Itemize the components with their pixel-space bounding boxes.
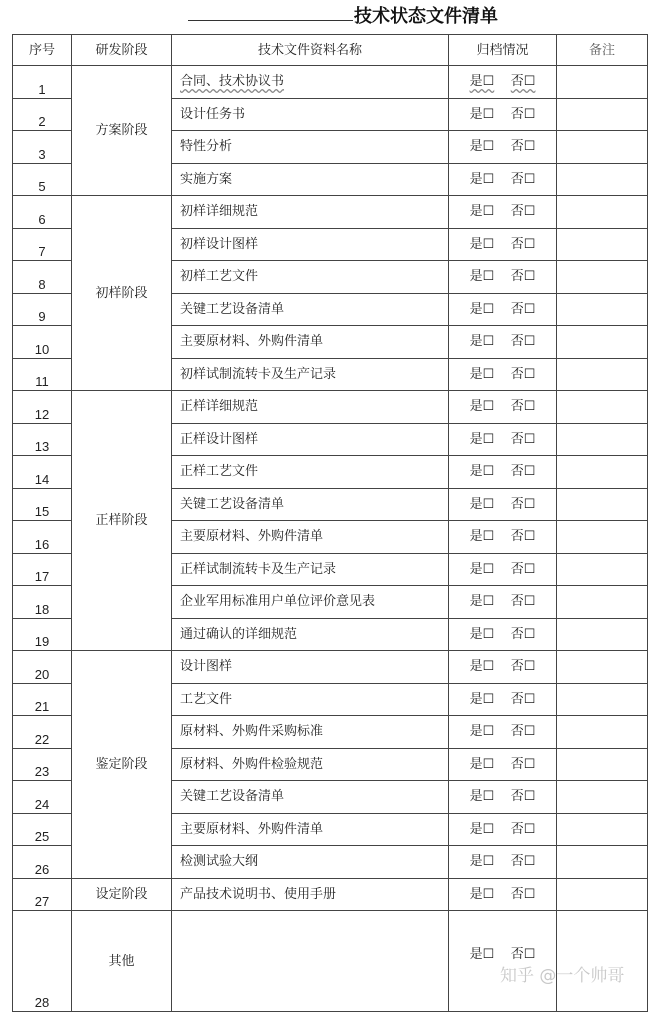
document-name-text: 正样工艺文件 bbox=[180, 464, 259, 480]
document-name bbox=[172, 163, 449, 196]
remarks-cell[interactable] bbox=[557, 358, 648, 391]
document-name-text: 正样设计图样 bbox=[180, 431, 259, 447]
document-name bbox=[172, 261, 449, 294]
archive-status bbox=[449, 781, 557, 814]
document-name-text: 工艺文件 bbox=[180, 691, 233, 707]
remarks-cell[interactable] bbox=[557, 456, 648, 489]
remarks-cell[interactable] bbox=[557, 98, 648, 131]
no-checkbox[interactable]: 否☐ bbox=[510, 106, 536, 122]
row-number: 26 bbox=[13, 846, 72, 879]
yes-checkbox[interactable]: 是☐ bbox=[469, 106, 495, 122]
document-name bbox=[172, 131, 449, 164]
row-number: 10 bbox=[13, 326, 72, 359]
yes-checkbox[interactable]: 是☐ bbox=[469, 301, 495, 317]
header-stage: 研发阶段 bbox=[72, 35, 172, 66]
document-name bbox=[172, 423, 449, 456]
document-name-text: 初样试制流转卡及生产记录 bbox=[180, 366, 337, 382]
remarks-cell[interactable] bbox=[557, 66, 648, 99]
remarks-cell[interactable] bbox=[557, 553, 648, 586]
stage-cell: 设定阶段 bbox=[72, 878, 172, 911]
yes-checkbox[interactable]: 是☐ bbox=[469, 947, 495, 962]
archive-status bbox=[449, 66, 557, 99]
document-name bbox=[172, 618, 449, 651]
table-row bbox=[13, 66, 648, 99]
row-number: 14 bbox=[13, 456, 72, 489]
stage-cell: 正样阶段 bbox=[72, 391, 172, 651]
document-name bbox=[172, 813, 449, 846]
no-checkbox[interactable]: 否☐ bbox=[510, 626, 536, 642]
row-number: 28 bbox=[13, 911, 72, 1012]
table-row bbox=[13, 911, 648, 1012]
row-number: 18 bbox=[13, 586, 72, 619]
row-number: 22 bbox=[13, 716, 72, 749]
title-text: 技术状态文件清单 bbox=[354, 6, 498, 27]
no-checkbox[interactable]: 否☐ bbox=[510, 464, 536, 480]
document-name-text: 原材料、外购件检验规范 bbox=[180, 756, 324, 772]
row-number: 25 bbox=[13, 813, 72, 846]
row-number: 9 bbox=[13, 293, 72, 326]
remarks-cell[interactable] bbox=[557, 618, 648, 651]
stage-cell: 方案阶段 bbox=[72, 66, 172, 196]
archive-status bbox=[449, 911, 557, 1012]
row-number: 17 bbox=[13, 553, 72, 586]
yes-checkbox[interactable]: 是☐ bbox=[469, 854, 495, 870]
archive-status bbox=[449, 131, 557, 164]
document-list-table bbox=[12, 34, 648, 1012]
no-checkbox[interactable]: 否☐ bbox=[510, 529, 536, 545]
archive-status bbox=[449, 293, 557, 326]
document-name bbox=[172, 911, 449, 1012]
yes-checkbox[interactable]: 是☐ bbox=[469, 594, 495, 610]
document-name-text: 主要原材料、外购件清单 bbox=[180, 529, 324, 545]
document-name-text: 关键工艺设备清单 bbox=[180, 496, 285, 512]
document-name-text: 原材料、外购件采购标准 bbox=[180, 724, 324, 740]
row-number: 20 bbox=[13, 651, 72, 684]
remarks-cell[interactable] bbox=[557, 163, 648, 196]
yes-checkbox[interactable]: 是☐ bbox=[469, 139, 495, 155]
remarks-cell[interactable] bbox=[557, 391, 648, 424]
yes-checkbox[interactable]: 是☐ bbox=[469, 691, 495, 707]
row-number: 2 bbox=[13, 98, 72, 131]
stage-cell: 初样阶段 bbox=[72, 196, 172, 391]
no-checkbox[interactable]: 否☐ bbox=[510, 724, 536, 740]
yes-checkbox[interactable]: 是☐ bbox=[469, 626, 495, 642]
archive-status bbox=[449, 261, 557, 294]
document-name bbox=[172, 228, 449, 261]
row-number: 12 bbox=[13, 391, 72, 424]
yes-checkbox[interactable]: 是☐ bbox=[469, 171, 495, 187]
row-number: 7 bbox=[13, 228, 72, 261]
no-checkbox[interactable]: 否☐ bbox=[510, 691, 536, 707]
archive-status bbox=[449, 553, 557, 586]
document-name-text: 关键工艺设备清单 bbox=[180, 301, 285, 317]
no-checkbox[interactable]: 否☐ bbox=[510, 947, 536, 962]
no-checkbox[interactable]: 否☐ bbox=[510, 756, 536, 772]
archive-status bbox=[449, 358, 557, 391]
yes-checkbox[interactable]: 是☐ bbox=[469, 659, 495, 675]
document-name bbox=[172, 748, 449, 781]
no-checkbox[interactable]: 否☐ bbox=[510, 236, 536, 252]
no-checkbox[interactable]: 否☐ bbox=[510, 74, 536, 90]
document-name-text: 初样设计图样 bbox=[180, 236, 259, 252]
table-row bbox=[13, 878, 648, 911]
document-name bbox=[172, 326, 449, 359]
archive-status bbox=[449, 716, 557, 749]
archive-status bbox=[449, 423, 557, 456]
document-name bbox=[172, 683, 449, 716]
document-name bbox=[172, 391, 449, 424]
document-name-text: 特性分析 bbox=[180, 139, 233, 155]
no-checkbox[interactable]: 否☐ bbox=[510, 659, 536, 675]
remarks-cell[interactable] bbox=[557, 781, 648, 814]
table-row bbox=[13, 196, 648, 229]
header-doc-name: 技术文件资料名称 bbox=[172, 35, 449, 66]
row-number: 19 bbox=[13, 618, 72, 651]
row-number: 15 bbox=[13, 488, 72, 521]
archive-status bbox=[449, 813, 557, 846]
yes-checkbox[interactable]: 是☐ bbox=[469, 496, 495, 512]
row-number: 1 bbox=[13, 66, 72, 99]
document-name-text: 实施方案 bbox=[180, 171, 233, 187]
row-number: 24 bbox=[13, 781, 72, 814]
document-name-text: 主要原材料、外购件清单 bbox=[180, 334, 324, 350]
document-name bbox=[172, 781, 449, 814]
yes-checkbox[interactable]: 是☐ bbox=[469, 756, 495, 772]
yes-checkbox[interactable]: 是☐ bbox=[469, 724, 495, 740]
document-name-text: 设计任务书 bbox=[180, 106, 246, 122]
document-name-text: 初样工艺文件 bbox=[180, 269, 259, 285]
archive-status bbox=[449, 846, 557, 879]
remarks-cell[interactable] bbox=[557, 131, 648, 164]
yes-checkbox[interactable]: 是☐ bbox=[469, 886, 495, 902]
document-name-text: 初样详细规范 bbox=[180, 204, 259, 220]
remarks-cell[interactable] bbox=[557, 911, 648, 1012]
yes-checkbox[interactable]: 是☐ bbox=[469, 269, 495, 285]
document-name bbox=[172, 716, 449, 749]
remarks-cell[interactable] bbox=[557, 293, 648, 326]
document-name-text: 企业军用标准用户单位评价意见表 bbox=[180, 594, 376, 610]
remarks-cell[interactable] bbox=[557, 326, 648, 359]
document-name-text: 正样试制流转卡及生产记录 bbox=[180, 561, 337, 577]
no-checkbox[interactable]: 否☐ bbox=[510, 854, 536, 870]
document-name-text: 关键工艺设备清单 bbox=[180, 789, 285, 805]
document-name-text: 合同、技术协议书 bbox=[180, 74, 285, 90]
document-name bbox=[172, 456, 449, 489]
header-remarks: 备注 bbox=[557, 35, 648, 66]
yes-checkbox[interactable]: 是☐ bbox=[469, 74, 495, 90]
header-seq: 序号 bbox=[13, 35, 72, 66]
archive-status bbox=[449, 586, 557, 619]
yes-checkbox[interactable]: 是☐ bbox=[469, 431, 495, 447]
yes-checkbox[interactable]: 是☐ bbox=[469, 334, 495, 350]
no-checkbox[interactable]: 否☐ bbox=[510, 334, 536, 350]
document-name bbox=[172, 293, 449, 326]
document-name bbox=[172, 651, 449, 684]
row-number: 8 bbox=[13, 261, 72, 294]
document-name-text: 设计图样 bbox=[180, 659, 233, 675]
document-name-text: 产品技术说明书、使用手册 bbox=[180, 886, 337, 902]
remarks-cell[interactable] bbox=[557, 683, 648, 716]
document-name bbox=[172, 878, 449, 911]
document-name bbox=[172, 358, 449, 391]
remarks-cell[interactable] bbox=[557, 196, 648, 229]
remarks-cell[interactable] bbox=[557, 748, 648, 781]
document-name bbox=[172, 553, 449, 586]
yes-checkbox[interactable]: 是☐ bbox=[469, 789, 495, 805]
archive-status bbox=[449, 683, 557, 716]
document-name-text: 通过确认的详细规范 bbox=[180, 626, 298, 642]
stage-cell: 鉴定阶段 bbox=[72, 651, 172, 879]
watermark: 知乎 @一个帅哥 bbox=[500, 966, 625, 986]
document-name-text: 主要原材料、外购件清单 bbox=[180, 821, 324, 837]
document-name bbox=[172, 586, 449, 619]
no-checkbox[interactable]: 否☐ bbox=[510, 789, 536, 805]
remarks-cell[interactable] bbox=[557, 846, 648, 879]
archive-status bbox=[449, 521, 557, 554]
yes-checkbox[interactable]: 是☐ bbox=[469, 366, 495, 382]
yes-checkbox[interactable]: 是☐ bbox=[469, 204, 495, 220]
yes-checkbox[interactable]: 是☐ bbox=[469, 561, 495, 577]
yes-checkbox[interactable]: 是☐ bbox=[469, 529, 495, 545]
no-checkbox[interactable]: 否☐ bbox=[510, 171, 536, 187]
row-number: 5 bbox=[13, 163, 72, 196]
remarks-cell[interactable] bbox=[557, 813, 648, 846]
archive-status bbox=[449, 651, 557, 684]
document-name bbox=[172, 98, 449, 131]
no-checkbox[interactable]: 否☐ bbox=[510, 594, 536, 610]
row-number: 6 bbox=[13, 196, 72, 229]
remarks-cell[interactable] bbox=[557, 878, 648, 911]
remarks-cell[interactable] bbox=[557, 228, 648, 261]
archive-status bbox=[449, 488, 557, 521]
remarks-cell[interactable] bbox=[557, 423, 648, 456]
no-checkbox[interactable]: 否☐ bbox=[510, 886, 536, 902]
no-checkbox[interactable]: 否☐ bbox=[510, 821, 536, 837]
document-name-text: 正样详细规范 bbox=[180, 399, 259, 415]
document-title bbox=[0, 0, 660, 30]
document-name-text: 检测试验大纲 bbox=[180, 854, 259, 870]
yes-checkbox[interactable]: 是☐ bbox=[469, 464, 495, 480]
row-number: 11 bbox=[13, 358, 72, 391]
row-number: 27 bbox=[13, 878, 72, 911]
no-checkbox[interactable]: 否☐ bbox=[510, 496, 536, 512]
archive-status bbox=[449, 391, 557, 424]
title-blank-line bbox=[188, 20, 353, 21]
document-name bbox=[172, 488, 449, 521]
archive-status bbox=[449, 748, 557, 781]
archive-status bbox=[449, 98, 557, 131]
no-checkbox[interactable]: 否☐ bbox=[510, 431, 536, 447]
remarks-cell[interactable] bbox=[557, 651, 648, 684]
archive-status bbox=[449, 163, 557, 196]
archive-status bbox=[449, 228, 557, 261]
header-archive: 归档情况 bbox=[449, 35, 557, 66]
document-name bbox=[172, 66, 449, 99]
archive-status bbox=[449, 878, 557, 911]
archive-status bbox=[449, 618, 557, 651]
remarks-cell[interactable] bbox=[557, 586, 648, 619]
row-number: 23 bbox=[13, 748, 72, 781]
table-row bbox=[13, 651, 648, 684]
stage-cell: 其他 bbox=[72, 911, 172, 1012]
archive-status bbox=[449, 196, 557, 229]
archive-status bbox=[449, 456, 557, 489]
table-header bbox=[13, 35, 648, 66]
document-name bbox=[172, 521, 449, 554]
no-checkbox[interactable]: 否☐ bbox=[510, 399, 536, 415]
table-row bbox=[13, 391, 648, 424]
no-checkbox[interactable]: 否☐ bbox=[510, 204, 536, 220]
yes-checkbox[interactable]: 是☐ bbox=[469, 821, 495, 837]
yes-checkbox[interactable]: 是☐ bbox=[469, 236, 495, 252]
remarks-cell[interactable] bbox=[557, 521, 648, 554]
row-number: 16 bbox=[13, 521, 72, 554]
remarks-cell[interactable] bbox=[557, 261, 648, 294]
no-checkbox[interactable]: 否☐ bbox=[510, 366, 536, 382]
yes-checkbox[interactable]: 是☐ bbox=[469, 399, 495, 415]
row-number: 13 bbox=[13, 423, 72, 456]
document-name bbox=[172, 846, 449, 879]
no-checkbox[interactable]: 否☐ bbox=[510, 561, 536, 577]
remarks-cell[interactable] bbox=[557, 716, 648, 749]
row-number: 21 bbox=[13, 683, 72, 716]
document-name bbox=[172, 196, 449, 229]
row-number: 3 bbox=[13, 131, 72, 164]
no-checkbox[interactable]: 否☐ bbox=[510, 301, 536, 317]
no-checkbox[interactable]: 否☐ bbox=[510, 269, 536, 285]
archive-status bbox=[449, 326, 557, 359]
no-checkbox[interactable]: 否☐ bbox=[510, 139, 536, 155]
remarks-cell[interactable] bbox=[557, 488, 648, 521]
